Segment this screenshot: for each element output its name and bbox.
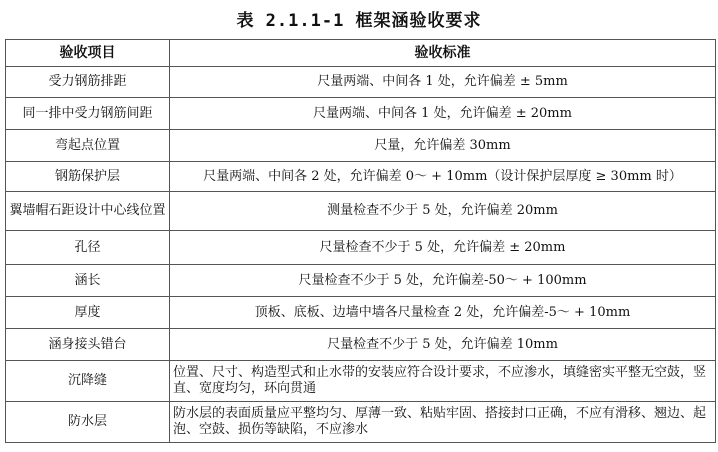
table-row xyxy=(6,67,716,98)
row-criteria: 顶板、底板、边墙中墙各尺量检查 2 处，允许偏差-5～ + 10mm xyxy=(170,297,716,329)
row-criteria: 尺量，允许偏差 30mm xyxy=(170,130,716,162)
row-criteria: 尺量两端、中间各 2 处，允许偏差 0～ + 10mm（设计保护层厚度 ≥ 30mm 时） xyxy=(170,162,716,192)
row-item: 孔径 xyxy=(6,231,170,265)
table-row xyxy=(6,130,716,162)
row-item: 同一排中受力钢筋间距 xyxy=(6,98,170,130)
table-row xyxy=(6,402,716,443)
row-criteria: 测量检查不少于 5 处，允许偏差 20mm xyxy=(170,192,716,231)
header-criteria: 验收标准 xyxy=(170,40,716,67)
row-item: 涵身接头错台 xyxy=(6,329,170,361)
row-criteria: 尺量检查不少于 5 处，允许偏差-50～ + 100mm xyxy=(170,265,716,297)
row-criteria: 尺量检查不少于 5 处，允许偏差 10mm xyxy=(170,329,716,361)
row-item: 防水层 xyxy=(6,402,170,443)
row-item: 厚度 xyxy=(6,297,170,329)
row-criteria: 防水层的表面质量应平整均匀、厚薄一致、粘贴牢固、搭接封口正确，不应有滑移、翘边、起泡、空鼓、损伤等缺陷，不应渗水 xyxy=(170,402,716,443)
table-row xyxy=(6,162,716,192)
row-item: 受力钢筋排距 xyxy=(6,67,170,98)
header-row xyxy=(6,40,716,67)
header-item: 验收项目 xyxy=(6,40,170,67)
row-item: 钢筋保护层 xyxy=(6,162,170,192)
table-row xyxy=(6,329,716,361)
row-criteria: 尺量两端、中间各 1 处，允许偏差 ± 5mm xyxy=(170,67,716,98)
table-row xyxy=(6,192,716,231)
table-title: 表 2.1.1-1 框架涵验收要求 xyxy=(236,11,482,31)
acceptance-table xyxy=(5,39,716,443)
table-row xyxy=(6,231,716,265)
row-item: 涵长 xyxy=(6,265,170,297)
table-row xyxy=(6,297,716,329)
row-item: 弯起点位置 xyxy=(6,130,170,162)
row-item: 沉降缝 xyxy=(6,361,170,402)
row-criteria: 位置、尺寸、构造型式和止水带的安装应符合设计要求，不应渗水，填缝密实平整无空鼓，竖直、宽度均匀，环向贯通 xyxy=(170,361,716,402)
table-row xyxy=(6,98,716,130)
table-row xyxy=(6,361,716,402)
row-item: 翼墙帽石距设计中心线位置 xyxy=(6,192,170,231)
row-criteria: 尺量两端、中间各 1 处，允许偏差 ± 20mm xyxy=(170,98,716,130)
table-row xyxy=(6,265,716,297)
row-criteria: 尺量检查不少于 5 处，允许偏差 ± 20mm xyxy=(170,231,716,265)
